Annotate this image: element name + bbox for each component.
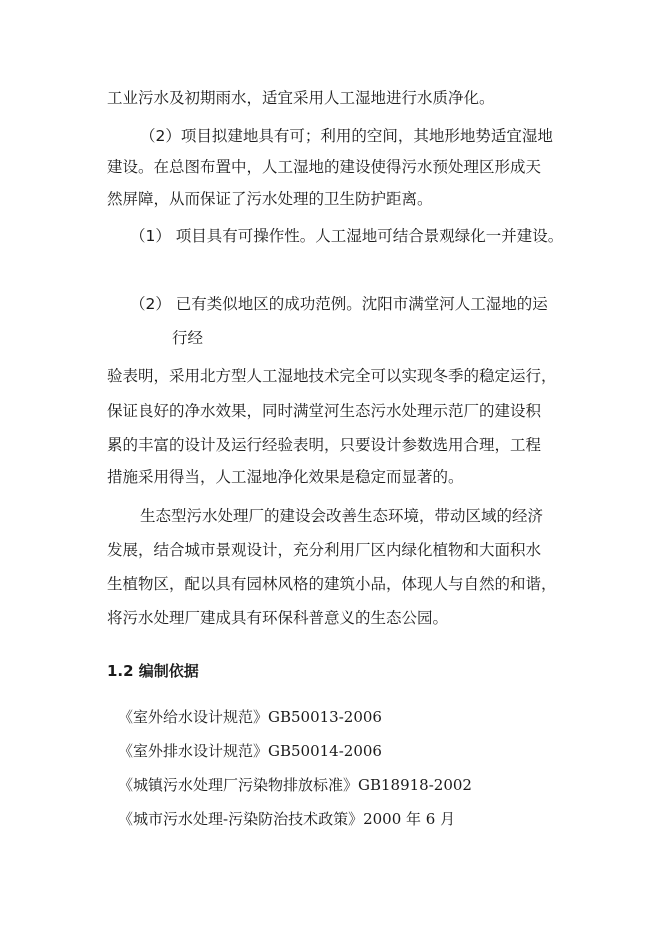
paragraph-line: 发展，结合城市景观设计，充分利用厂区内绿化植物和大面积水 [107, 541, 542, 559]
paragraph-line: 建设。在总图布置中，人工湿地的建设使得污水预处理区形成天 [107, 158, 542, 176]
reference-item: 《城镇污水处理厂污染物排放标准》GB18918-2002 [118, 776, 472, 794]
paragraph-line: （2）项目拟建地具有可；利用的空间，其地形地势适宜湿地 [140, 127, 553, 145]
section-heading: 1.2 编制依据 [107, 662, 199, 680]
paragraph-line: （2） 已有类似地区的成功范例。沈阳市满堂河人工湿地的运 [130, 295, 548, 313]
paragraph-line: （1） 项目具有可操作性。人工湿地可结合景观绿化一并建设。 [130, 227, 564, 245]
paragraph-line: 验表明，采用北方型人工湿地技术完全可以实现冬季的稳定运行， [107, 367, 557, 385]
reference-item: 《城市污水处理-污染防治技术政策》2000 年 6 月 [118, 810, 456, 828]
reference-item: 《室外排水设计规范》GB50014-2006 [118, 742, 382, 760]
paragraph-line: 将污水处理厂建成具有环保科普意义的生态公园。 [107, 609, 449, 627]
paragraph-line: 保证良好的净水效果，同时满堂河生态污水处理示范厂的建设积 [107, 402, 542, 420]
paragraph-line: 然屏障，从而保证了污水处理的卫生防护距离。 [107, 190, 433, 208]
paragraph-line: 工业污水及初期雨水，适宜采用人工湿地进行水质净化。 [107, 89, 495, 107]
paragraph-line: 生态型污水处理厂的建设会改善生态环境，带动区域的经济 [140, 507, 544, 525]
paragraph-line: 行经 [172, 329, 204, 347]
paragraph-line: 累的丰富的设计及运行经验表明，只要设计参数选用合理，工程 [107, 436, 542, 454]
reference-item: 《室外给水设计规范》GB50013-2006 [118, 708, 382, 726]
paragraph-line: 措施采用得当，人工湿地净化效果是稳定而显著的。 [107, 468, 464, 486]
paragraph-line: 生植物区，配以具有园林风格的建筑小品，体现人与自然的和谐， [107, 575, 557, 593]
